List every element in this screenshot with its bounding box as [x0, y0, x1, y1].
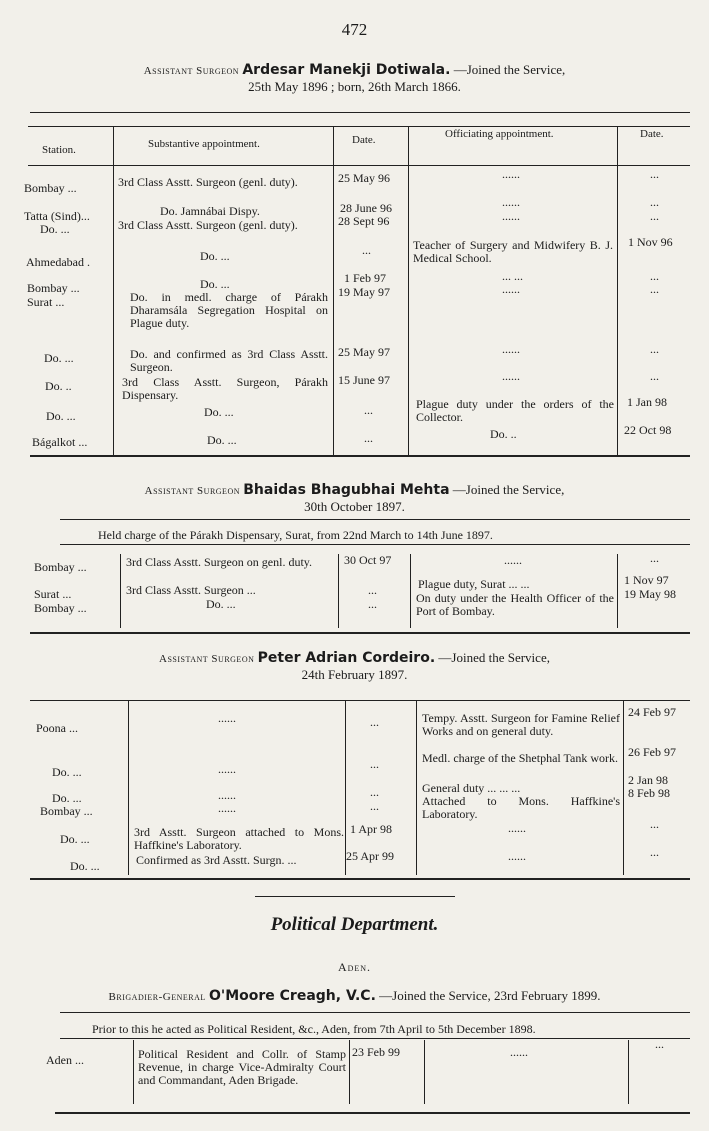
- date2-cell: ...: [650, 342, 659, 356]
- date2-cell: 22 Oct 98: [624, 423, 672, 437]
- date2-cell: ...: [650, 269, 659, 283]
- date2-cell: 8 Feb 98: [628, 786, 670, 800]
- rule: [60, 544, 690, 545]
- service-dates: 24th February 1897.: [301, 667, 408, 682]
- substantive-cell: 3rd Class Asstt. Surgeon on genl. duty.: [126, 555, 313, 569]
- column-header-date2: Date.: [640, 128, 664, 140]
- officiating-cell: ......: [508, 849, 526, 863]
- station-cell: Bombay ...: [24, 181, 77, 195]
- date-cell: 1 Feb 97: [344, 271, 386, 285]
- page-number: 472: [341, 20, 368, 39]
- officiating-cell: ......: [502, 209, 520, 223]
- date-cell: ...: [362, 243, 371, 257]
- column-divider: [628, 1040, 629, 1104]
- substantive-cell: Political Resident and Collr. of Stamp Revenue, in charge Vice-Admiralty Court and Commandant, Aden Brigade.: [138, 1047, 346, 1087]
- station-cell: Do. ...: [46, 409, 76, 423]
- date-cell: ...: [370, 799, 379, 813]
- substantive-cell: Do. ...: [206, 597, 236, 611]
- officiating-cell: On duty under the Health Officer of the Port of Bombay.: [416, 591, 614, 618]
- service-dates: 25th May 1896 ; born, 26th March 1866.: [248, 79, 461, 94]
- substantive-cell: 3rd Class Asstt. Surgeon, Párakh Dispensary.: [122, 375, 328, 402]
- column-divider: [408, 126, 409, 456]
- officiating-cell: Plague duty under the orders of the Collector.: [416, 397, 614, 424]
- station-cell: Aden ...: [46, 1053, 84, 1067]
- column-divider: [410, 554, 411, 628]
- column-divider: [623, 700, 624, 875]
- column-divider: [617, 554, 618, 628]
- service-dates: 30th October 1897.: [304, 499, 405, 514]
- date2-cell: ...: [650, 167, 659, 181]
- station-cell: Do. ...: [40, 222, 70, 236]
- officiating-cell: Attached to Mons. Haffkine's Laboratory.: [422, 794, 620, 821]
- date-cell: 1 Apr 98: [350, 822, 392, 836]
- department-title: Political Department.: [270, 914, 439, 935]
- station-cell: Surat ...: [34, 587, 72, 601]
- date-cell: 23 Feb 99: [352, 1045, 400, 1059]
- officiating-cell: Do. ..: [490, 427, 517, 441]
- rule: [30, 112, 690, 113]
- station-cell: Bombay ...: [34, 560, 87, 574]
- substantive-cell: Confirmed as 3rd Asstt. Surgn. ...: [136, 853, 297, 867]
- substantive-cell: ......: [218, 788, 236, 802]
- substantive-cell: Do. and confirmed as 3rd Class Asstt. Surgeon.: [130, 347, 328, 374]
- column-divider: [349, 1040, 350, 1104]
- station-cell: Do. ..: [45, 379, 72, 393]
- column-divider: [128, 700, 129, 875]
- station-cell: Bombay ...: [34, 601, 87, 615]
- substantive-cell: Do. ...: [200, 277, 230, 291]
- date-cell: 19 May 97: [338, 285, 390, 299]
- substantive-cell: 3rd Class Asstt. Surgeon ...: [126, 583, 256, 597]
- joined-text: —Joined the Service,: [438, 650, 550, 665]
- column-divider: [617, 126, 618, 456]
- officer-rank: Brigadier-General: [108, 991, 206, 1003]
- rule: [30, 455, 690, 457]
- substantive-cell: 3rd Class Asstt. Surgeon (genl. duty).: [118, 218, 298, 232]
- officiating-cell: ......: [504, 553, 522, 567]
- substantive-cell: ......: [218, 801, 236, 815]
- officiating-cell: ......: [510, 1045, 528, 1059]
- rule: [30, 700, 690, 701]
- date-cell: 28 June 96: [340, 201, 392, 215]
- column-divider: [133, 1040, 134, 1104]
- rule: [255, 896, 455, 897]
- column-divider: [333, 126, 334, 456]
- officiating-cell: Medl. charge of the Shetphal Tank work.: [422, 751, 619, 765]
- rule: [55, 1112, 690, 1114]
- officiating-cell: Tempy. Asstt. Surgeon for Famine Relief Works and on general duty.: [422, 711, 620, 738]
- date2-cell: 19 May 98: [624, 587, 676, 601]
- date-cell: 25 May 96: [338, 171, 390, 185]
- station-cell: Do. ...: [70, 859, 100, 873]
- date-cell: ...: [364, 403, 373, 417]
- column-divider: [338, 554, 339, 628]
- date2-cell: ...: [650, 845, 659, 859]
- substantive-cell: Do. ...: [200, 249, 230, 263]
- officer-heading-dotiwala: [0, 62, 709, 94]
- substantive-cell: Do. ...: [207, 433, 237, 447]
- date2-cell: 1 Nov 97: [624, 573, 669, 587]
- column-header-station: Station.: [42, 144, 76, 156]
- officiating-cell: ......: [502, 369, 520, 383]
- station-cell: Ahmedabad .: [26, 255, 90, 269]
- station-cell: Surat ...: [27, 295, 65, 309]
- station-cell: Do. ...: [60, 832, 90, 846]
- date2-cell: 24 Feb 97: [628, 705, 676, 719]
- joined-text: —Joined the Service, 23rd February 1899.: [379, 988, 601, 1003]
- date2-cell: 26 Feb 97: [628, 745, 676, 759]
- date-cell: 15 June 97: [338, 373, 390, 387]
- substantive-cell: Do. Jamnábai Dispy.: [160, 204, 260, 218]
- date-cell: ...: [368, 583, 377, 597]
- date2-cell: ...: [650, 209, 659, 223]
- officiating-cell: General duty ... ... ...: [422, 781, 521, 795]
- date2-cell: ...: [650, 282, 659, 296]
- column-header-substantive: Substantive appointment.: [148, 138, 260, 150]
- date-cell: ...: [364, 431, 373, 445]
- station-cell: Bombay ...: [40, 804, 93, 818]
- service-note: Held charge of the Párakh Dispensary, Surat, from 22nd March to 14th June 1897.: [98, 528, 493, 542]
- rule: [28, 126, 690, 127]
- substantive-cell: 3rd Asstt. Surgeon attached to Mons. Haffkine's Laboratory.: [134, 825, 344, 852]
- officiating-cell: Teacher of Surgery and Midwifery B. J. Medical School.: [413, 238, 613, 265]
- date2-cell: ...: [650, 551, 659, 565]
- rule: [30, 878, 690, 880]
- officiating-cell: ......: [508, 821, 526, 835]
- station-cell: Bágalkot ...: [32, 435, 88, 449]
- date-cell: 25 May 97: [338, 345, 390, 359]
- date2-cell: 1 Jan 98: [627, 395, 667, 409]
- station-cell: Tatta (Sind)...: [24, 209, 90, 223]
- officer-rank: Assistant Surgeon: [143, 65, 240, 77]
- rule: [60, 1038, 690, 1039]
- officiating-cell: ......: [502, 195, 520, 209]
- service-note: Prior to this he acted as Political Resident, &c., Aden, from 7th April to 5th December 1898.: [92, 1022, 536, 1036]
- station-cell: Do. ...: [52, 791, 82, 805]
- date2-cell: 2 Jan 98: [628, 773, 668, 787]
- rule: [28, 165, 690, 166]
- station-cell: Poona ...: [36, 721, 78, 735]
- rule: [60, 519, 690, 520]
- officer-name: Ardesar Manekji Dotiwala.: [242, 62, 451, 78]
- substantive-cell: ......: [218, 711, 236, 725]
- rule: [30, 632, 690, 634]
- date2-cell: ...: [650, 195, 659, 209]
- date-cell: ...: [368, 597, 377, 611]
- date-cell: 28 Sept 96: [338, 214, 390, 228]
- officer-name: O'Moore Creagh, V.C.: [209, 988, 376, 1004]
- column-header-officiating: Officiating appointment.: [445, 128, 554, 140]
- substantive-cell: 3rd Class Asstt. Surgeon (genl. duty).: [118, 175, 298, 189]
- date2-cell: 1 Nov 96: [628, 235, 673, 249]
- column-divider: [113, 126, 114, 456]
- station-cell: Bombay ...: [27, 281, 80, 295]
- substantive-cell: Do. ...: [204, 405, 234, 419]
- joined-text: —Joined the Service,: [452, 482, 565, 497]
- date2-cell: ...: [655, 1037, 664, 1051]
- department-subtitle: Aden.: [337, 960, 372, 974]
- date-cell: ...: [370, 715, 379, 729]
- column-divider: [120, 554, 121, 628]
- date-cell: 25 Apr 99: [346, 849, 394, 863]
- officer-heading-cordeiro: [0, 650, 709, 682]
- column-divider: [424, 1040, 425, 1104]
- substantive-cell: Do. in medl. charge of Párakh Dharamsála Segregation Hospital on Plague duty.: [130, 290, 328, 330]
- joined-text: —Joined the Service,: [453, 62, 566, 77]
- officer-rank: Assistant Surgeon: [159, 653, 255, 665]
- date2-cell: ...: [650, 369, 659, 383]
- date-cell: ...: [370, 785, 379, 799]
- officer-name: Bhaidas Bhagubhai Mehta: [243, 482, 450, 498]
- officiating-cell: ......: [502, 342, 520, 356]
- officiating-cell: ......: [502, 167, 520, 181]
- date-cell: ...: [370, 757, 379, 771]
- rule: [60, 1012, 690, 1013]
- officer-rank: Assistant Surgeon: [144, 485, 240, 497]
- column-header-date: Date.: [352, 134, 376, 146]
- substantive-cell: ......: [218, 762, 236, 776]
- officiating-cell: ......: [502, 282, 520, 296]
- date2-cell: ...: [650, 817, 659, 831]
- station-cell: Do. ...: [52, 765, 82, 779]
- officiating-cell: ... ...: [502, 269, 523, 283]
- officer-name: Peter Adrian Cordeiro.: [257, 650, 436, 666]
- station-cell: Do. ...: [44, 351, 74, 365]
- officer-heading-creagh: [0, 988, 709, 1005]
- officiating-cell: Plague duty, Surat ... ...: [418, 577, 530, 591]
- officer-heading-mehta: [0, 482, 709, 514]
- column-divider: [416, 700, 417, 875]
- date-cell: 30 Oct 97: [344, 553, 392, 567]
